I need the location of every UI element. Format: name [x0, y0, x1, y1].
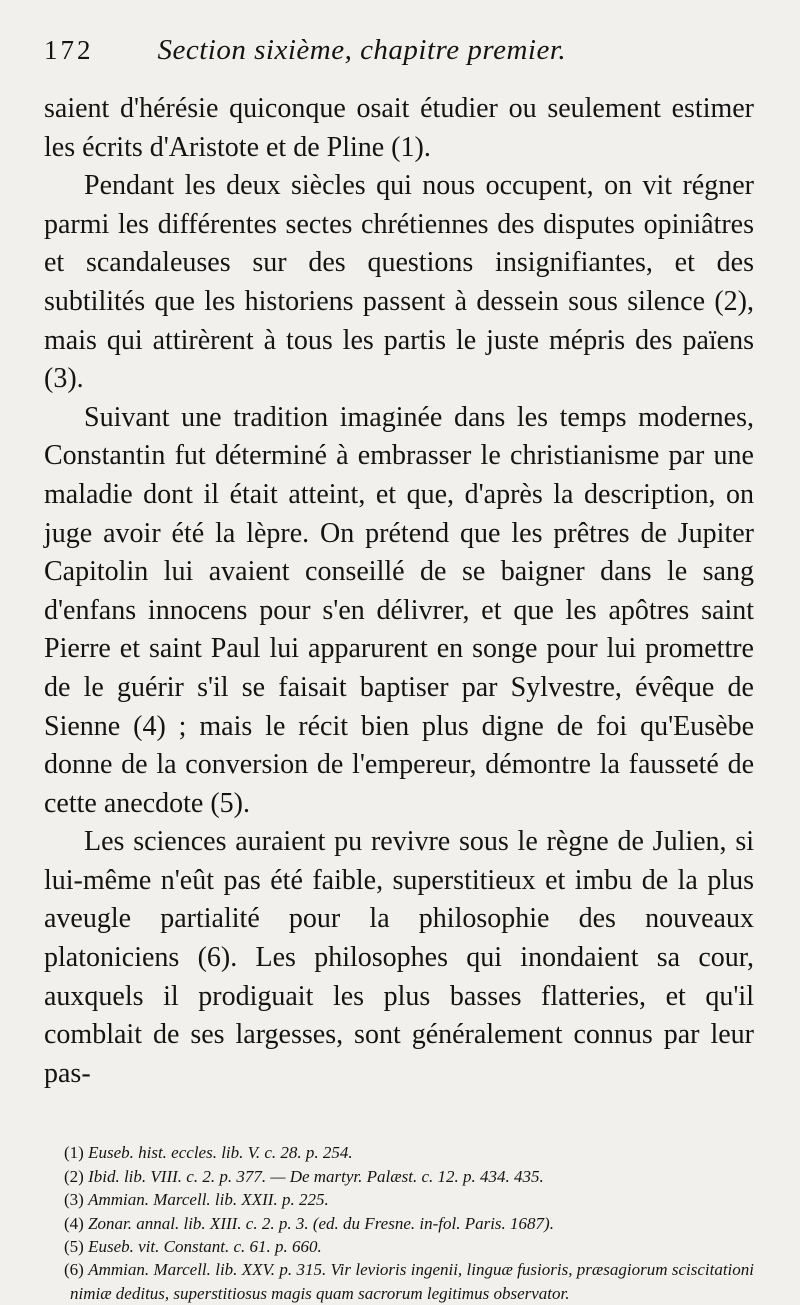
footnote-text: Ammian. Marcell. lib. XXV. p. 315. Vir levioris ingenii, linguæ fusioris, præsagiorum sciscitationi nimiæ deditus, superstitiosus magis quam sacrorum legitimus observator. — [70, 1260, 754, 1303]
page-number: 172 — [44, 35, 94, 65]
footnote-text: Ibid. lib. VIII. c. 2. p. 377. — De martyr. Palæst. c. 12. p. 434. 435. — [88, 1166, 544, 1186]
running-head — [44, 34, 754, 84]
footnote-text: Euseb. vit. Constant. c. 61. p. 660. — [88, 1237, 322, 1257]
footnote — [44, 1165, 754, 1188]
running-title: Section sixième, chapitre premier. — [157, 34, 567, 66]
body-text — [44, 90, 754, 1093]
footnote-text: Zonar. annal. lib. XIII. c. 2. p. 3. (ed. du Fresne. in-fol. Paris. 1687). — [88, 1213, 554, 1233]
footnote-text: Euseb. hist. eccles. lib. V. c. 28. p. 254. — [88, 1143, 353, 1163]
footnote-text: Ammian. Marcell. lib. XXII. p. 225. — [88, 1190, 329, 1210]
paragraph: saient d'hérésie quiconque osait étudier ou seulement estimer les écrits d'Aristote et de Pline (1). — [44, 93, 754, 163]
footnotes — [44, 1141, 754, 1305]
footnote-number: (1) — [64, 1143, 84, 1163]
footnote — [44, 1188, 754, 1211]
footnote — [44, 1235, 754, 1258]
footnote-number: (2) — [64, 1166, 84, 1186]
footnote — [44, 1141, 754, 1164]
footnote — [44, 1258, 754, 1305]
footnote-number: (3) — [64, 1190, 84, 1210]
footnote-number: (6) — [64, 1260, 84, 1280]
paragraph: Les sciences auraient pu revivre sous le règne de Julien, si lui-même n'eût pas été faible, superstitieux et imbu de la plus aveugle partialité pour la philosophie des nouveaux platoniciens (6). Les philosophes qui inondaient sa cour, auxquels il prodiguait les plus basses flatteries, et qu'il comblait de ses largesses, sont généralement connus par leur pas- — [44, 826, 754, 1089]
footnote-number: (4) — [64, 1213, 84, 1233]
paragraph: Suivant une tradition imaginée dans les temps modernes, Constantin fut déterminé à embrasser le christianisme par une maladie dont il était atteint, et que, d'après la description, on juge avoir été la lèpre. On prétend que les prêtres de Jupiter Capitolin lui avaient conseillé de se baigner dans le sang d'enfans innocens pour s'en délivrer, et que les apôtres saint Pierre et saint Paul lui apparurent en songe pour lui promettre de le guérir s'il se faisait baptiser par Sylvestre, évêque de Sienne (4) ; mais le récit bien plus digne de foi qu'Eusèbe donne de la conversion de l'empereur, démontre la fausseté de cette anecdote (5). — [44, 401, 754, 819]
paragraph: Pendant les deux siècles qui nous occupent, on vit régner parmi les différentes sectes chrétiennes des disputes opiniâtres et scandaleuses sur des questions insignifiantes, et des subtilités que les historiens passent à dessein sous silence (2), mais qui attirèrent à tous les partis le juste mépris des païens (3). — [44, 170, 754, 395]
footnote — [44, 1212, 754, 1235]
footnote-number: (5) — [64, 1237, 84, 1257]
